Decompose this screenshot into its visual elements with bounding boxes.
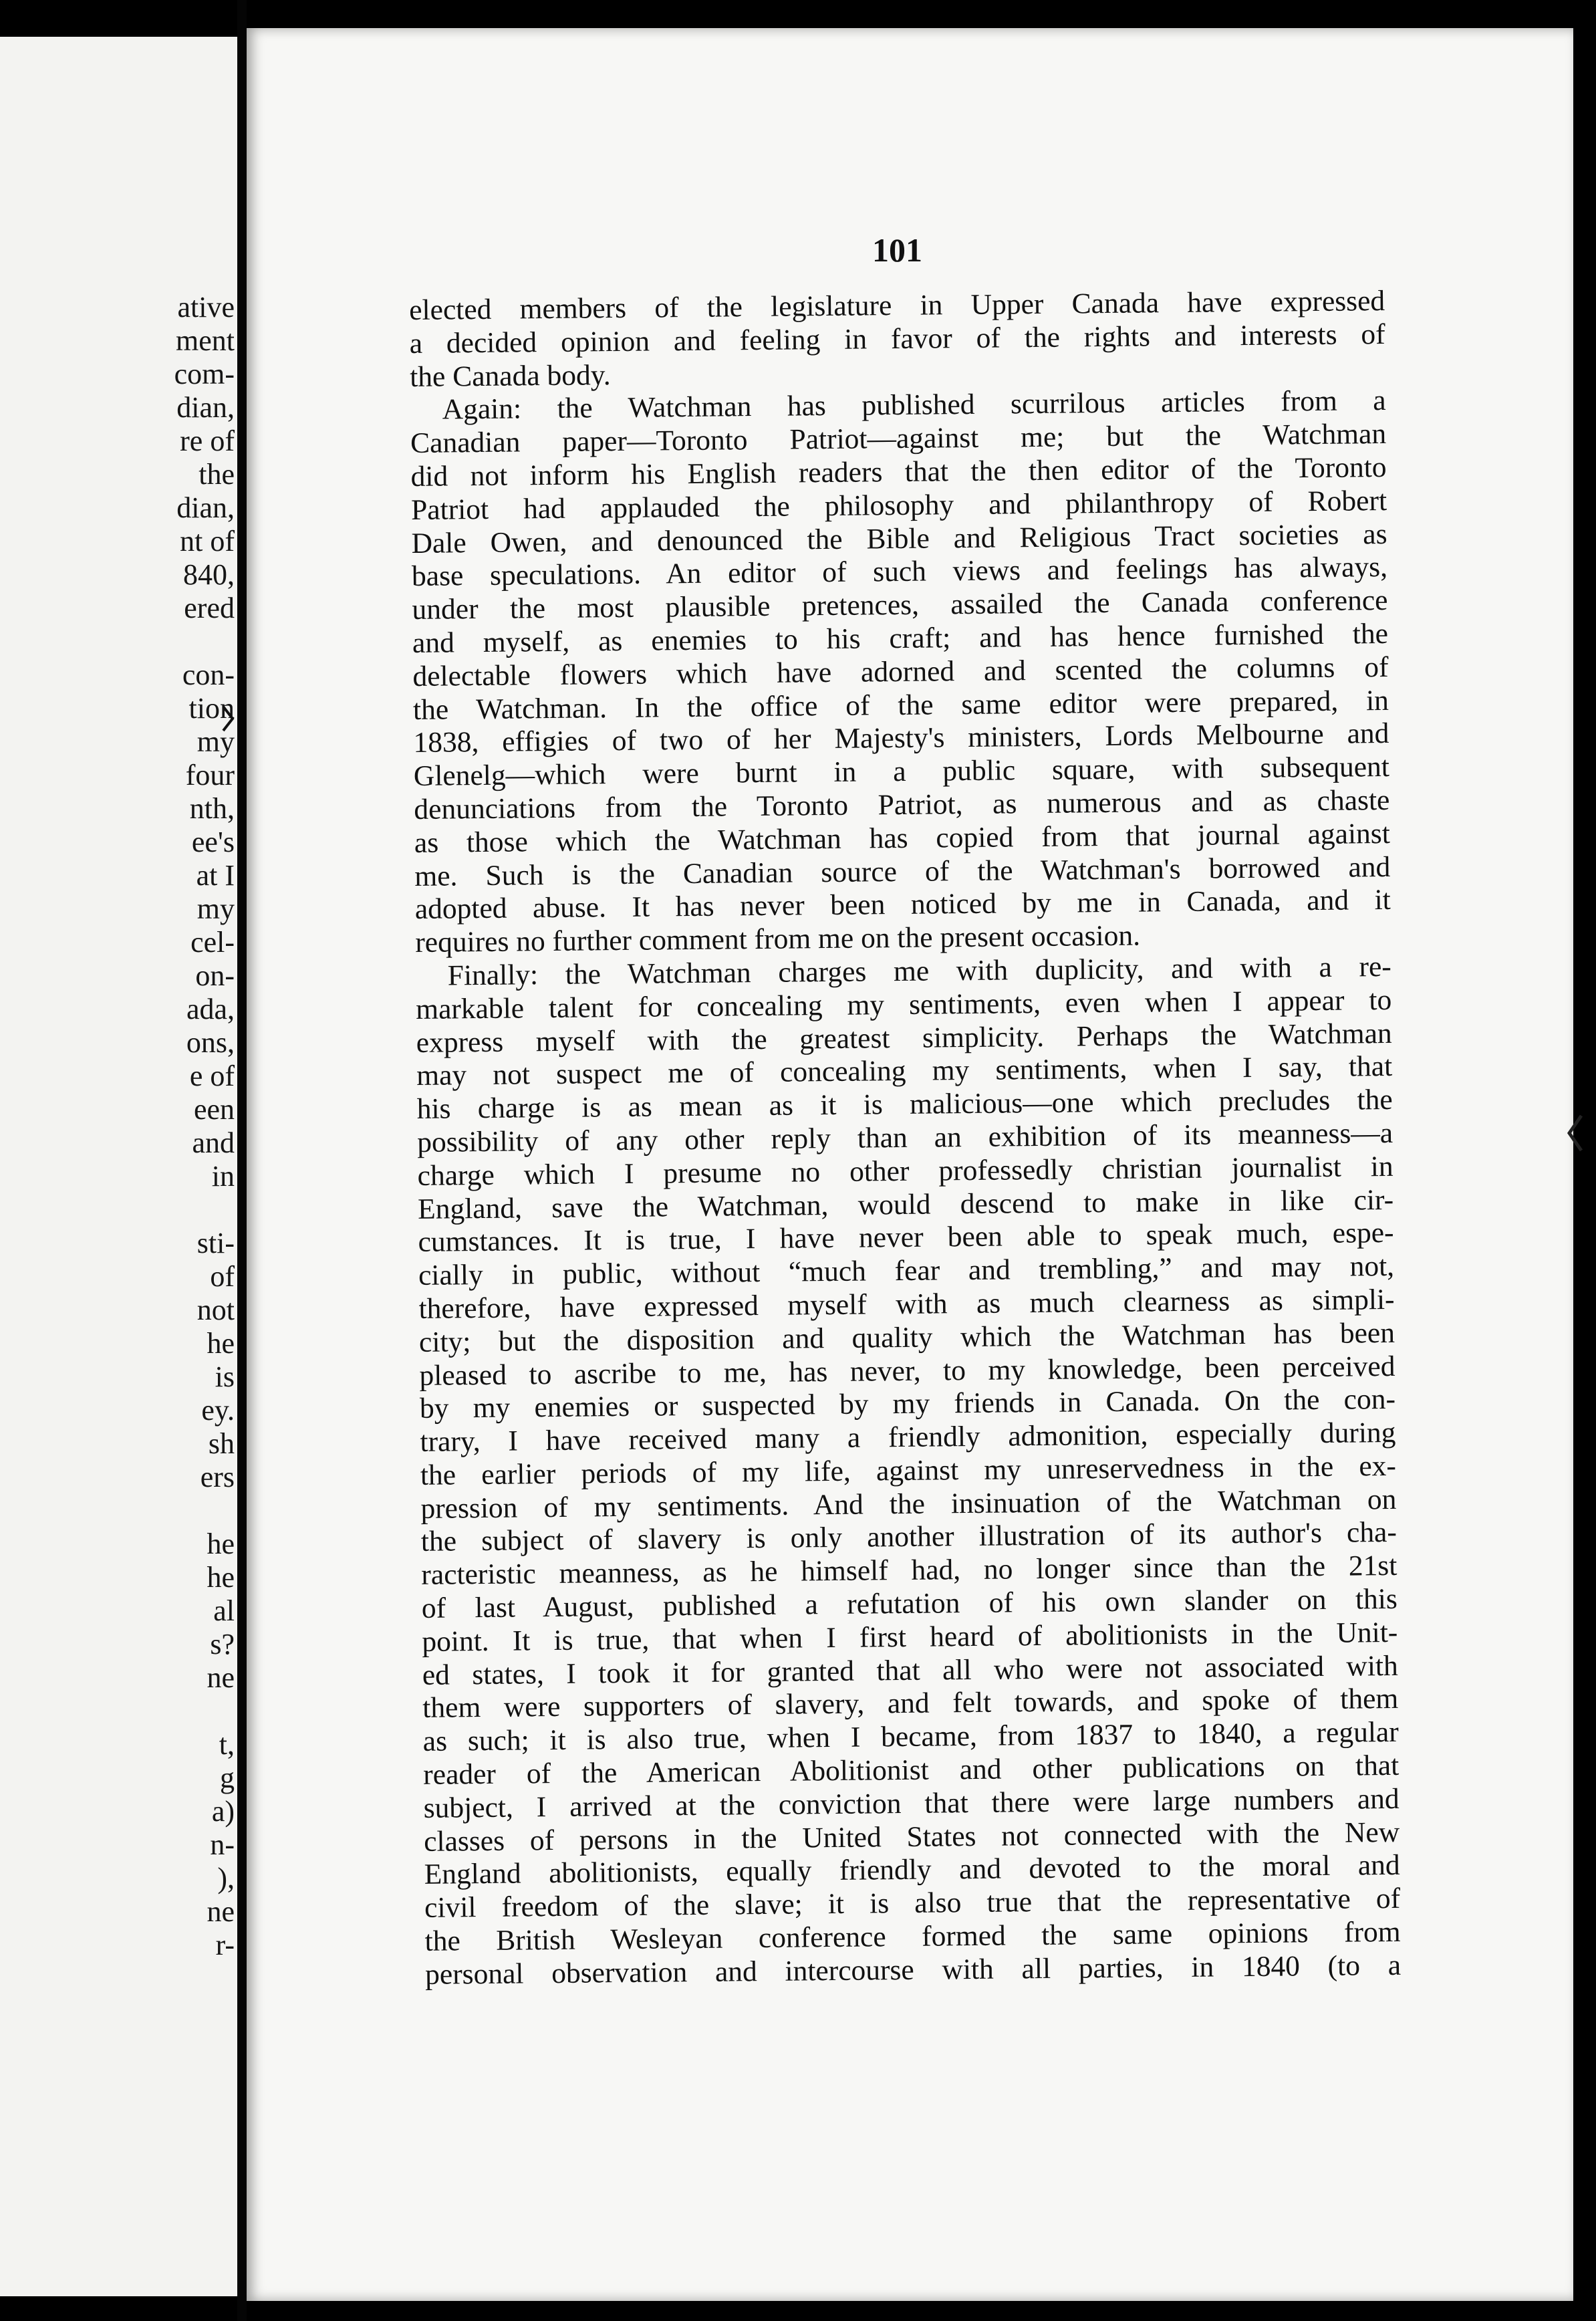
left-page-fragment: n- xyxy=(210,1828,235,1861)
left-page-fragment: s? xyxy=(210,1628,235,1661)
text-line: point. It is true, that when I first heard of abolitionists in the Unit- xyxy=(422,1616,1398,1658)
book-gutter xyxy=(237,0,247,2321)
text-line: them were supporters of slavery, and felt towards, and spoke of them xyxy=(422,1683,1399,1725)
left-page-fragment: tion xyxy=(188,692,235,725)
edge-mark-icon xyxy=(1564,1113,1584,1153)
text-line: subject, I arrived at the conviction that there were large numbers and xyxy=(423,1782,1400,1824)
text-line: as those which the Watchman has copied from that journal against xyxy=(414,817,1391,859)
left-page-fragment: dian, xyxy=(176,391,235,424)
left-page-fragment: re of xyxy=(180,424,235,457)
left-page-fragment: e of xyxy=(189,1060,235,1092)
text-line: possibility of any other reply than an exhibition of its meanness—a xyxy=(416,1116,1393,1158)
text-line: pression of my sentiments. And the insinuation of the Watchman on xyxy=(420,1483,1397,1525)
left-page-fragment: my xyxy=(196,725,235,758)
left-page-fragment: ne xyxy=(207,1895,235,1928)
left-page-fragment: ne xyxy=(207,1661,235,1694)
text-line: Dale Owen, and denounced the Bible and Religious Tract societies as xyxy=(411,517,1387,560)
left-page-fragment: cel- xyxy=(190,926,235,959)
text-line: personal observation and intercourse with all parties, in 1840 (to a xyxy=(424,1949,1402,1991)
left-page-fragment: in xyxy=(211,1160,235,1193)
text-line: city; but the disposition and quality which the Watchman has been xyxy=(418,1316,1395,1358)
left-page-fragment: al xyxy=(213,1594,235,1627)
left-page-fragment: the xyxy=(198,458,235,491)
left-page-fragment: r- xyxy=(215,1929,235,1961)
page-number: 101 xyxy=(872,231,922,269)
text-line: Finally: the Watchman charges me with duplicity, and with a re- xyxy=(447,950,1391,992)
left-page-fragment: he xyxy=(207,1561,235,1594)
text-line: Patriot had applauded the philosophy and philanthropy of Robert xyxy=(410,484,1387,526)
left-page-fragment: con- xyxy=(182,658,235,691)
text-line: under the most plausible pretences, assailed the Canada conference xyxy=(412,584,1388,626)
text-line: may not suspect me of concealing my sentiments, when I say, that xyxy=(416,1050,1393,1092)
text-line: a decided opinion and feeling in favor of the rights and interests of xyxy=(409,318,1385,360)
text-line: and myself, as enemies to his craft; and has hence furnished the xyxy=(412,617,1389,659)
left-page-fragment: g xyxy=(220,1761,235,1794)
left-page-fragment: een xyxy=(193,1093,235,1126)
text-line: denunciations from the Toronto Patriot, as numerous and as chaste xyxy=(414,783,1390,826)
text-line: pleased to ascribe to me, has never, to my knowledge, been perceived xyxy=(419,1350,1395,1392)
left-page-fragment: my xyxy=(196,892,235,925)
left-page-fragment: ee's xyxy=(191,826,235,858)
text-line: England abolitionists, equally friendly and devoted to the moral and xyxy=(424,1849,1400,1891)
text-line: cumstances. It is true, I have never been able to speak much, espe- xyxy=(418,1217,1394,1259)
left-page-fragment: of xyxy=(210,1260,235,1293)
text-line: racteristic meanness, as he himself had, no longer since than the 21st xyxy=(421,1550,1398,1592)
left-page-fragment: a) xyxy=(211,1795,235,1828)
text-line: me. Such is the Canadian source of the Watchman's borrowed and xyxy=(414,850,1391,892)
left-page-fragment: four xyxy=(185,759,235,791)
left-page-fragment: nth, xyxy=(189,792,235,825)
text-line: 1838, effigies of two of her Majesty's ministers, Lords Melbourne and xyxy=(413,717,1389,759)
text-line: markable talent for concealing my sentiments, even when I appear to xyxy=(416,983,1392,1025)
text-line: as such; it is also true, when I became, from 1837 to 1840, a regular xyxy=(422,1716,1399,1758)
text-line: express myself with the greatest simplicity. Perhaps the Watchman xyxy=(416,1017,1392,1059)
text-line: therefore, have expressed myself with as much clearness as simpli- xyxy=(418,1283,1395,1325)
left-page-fragment: ey. xyxy=(201,1394,235,1427)
text-line: civil freedom of the slave; it is also true that the representative of xyxy=(424,1882,1401,1925)
text-line: reader of the American Abolitionist and other publications on that xyxy=(423,1749,1400,1791)
left-page-fragment: dian, xyxy=(176,491,235,524)
text-line: did not inform his English readers that the then editor of the Toronto xyxy=(410,451,1387,493)
text-line: charge which I presume no other professedly christian journalist in xyxy=(417,1150,1393,1192)
left-page-fragment: at I xyxy=(196,859,235,892)
left-page-fragment: ers xyxy=(200,1461,235,1493)
left-page-fragment: nt of xyxy=(180,525,235,558)
text-line: delectable flowers which have adorned and scented the columns of xyxy=(412,650,1389,693)
body-text xyxy=(409,285,1401,1992)
left-page-fragment: t, xyxy=(219,1728,235,1761)
left-page-fragment: not xyxy=(196,1294,235,1326)
text-line: adopted abuse. It has never been noticed by me in Canada, and it xyxy=(414,884,1391,926)
text-line: the Canada body. xyxy=(409,358,611,393)
left-page-fragment: sh xyxy=(208,1427,235,1460)
text-line: the subject of slavery is only another illustration of its author's cha- xyxy=(420,1516,1398,1558)
text-line: base speculations. An editor of such views and feelings has always, xyxy=(411,551,1388,593)
text-line: by my enemies or suspected by my friends in Canada. On the con- xyxy=(419,1383,1396,1425)
text-line: his charge is as mean as it is malicious—one which precludes the xyxy=(416,1084,1393,1126)
left-page-fragment: on- xyxy=(195,959,235,992)
text-line: the British Wesleyan conference formed the same opinions from xyxy=(424,1915,1401,1957)
left-page-fragment: ons, xyxy=(186,1026,235,1059)
left-page-fragment: ada, xyxy=(186,993,235,1025)
left-page-fragment: com- xyxy=(174,358,235,390)
left-page-fragment: ), xyxy=(217,1862,235,1895)
text-line: elected members of the legislature in Upper Canada have expressed xyxy=(409,284,1385,326)
left-page-fragment: he xyxy=(207,1327,235,1360)
left-page-fragment: 840, xyxy=(183,558,235,591)
text-line: cially in public, without “much fear and trembling,” and may not, xyxy=(418,1250,1395,1292)
text-line: ed states, I took it for granted that all who were not associated with xyxy=(422,1649,1398,1691)
text-line: England, save the Watchman, would descend to make in like cir- xyxy=(417,1183,1394,1225)
left-page-fragment: sti- xyxy=(196,1227,235,1259)
text-line: Again: the Watchman has published scurrilous articles from a xyxy=(442,384,1386,426)
left-page-fragment: is xyxy=(215,1360,235,1393)
left-page-fragment: he xyxy=(207,1528,235,1560)
left-page xyxy=(0,37,241,2296)
text-line: classes of persons in the United States not connected with the New xyxy=(423,1816,1400,1858)
text-line: trary, I have received many a friendly admonition, especially during xyxy=(420,1417,1396,1459)
left-page-fragment: ative xyxy=(177,291,235,324)
left-page-fragment: and xyxy=(192,1126,235,1159)
left-page-fragment: ment xyxy=(176,324,235,357)
margin-mark-icon xyxy=(221,705,235,732)
text-line: the earlier periods of my life, against my unreservedness in the ex- xyxy=(420,1449,1397,1491)
left-page-fragment: ered xyxy=(184,592,235,624)
text-line: Canadian paper—Toronto Patriot—against me; but the Watchman xyxy=(410,418,1387,460)
text-line: the Watchman. In the office of the same editor were prepared, in xyxy=(412,684,1389,726)
text-line: Glenelg—which were burnt in a public square, with subsequent xyxy=(413,751,1390,793)
text-line: requires no further comment from me on the present occasion. xyxy=(415,919,1141,959)
text-line: of last August, published a refutation of his own slander on this xyxy=(421,1582,1398,1624)
